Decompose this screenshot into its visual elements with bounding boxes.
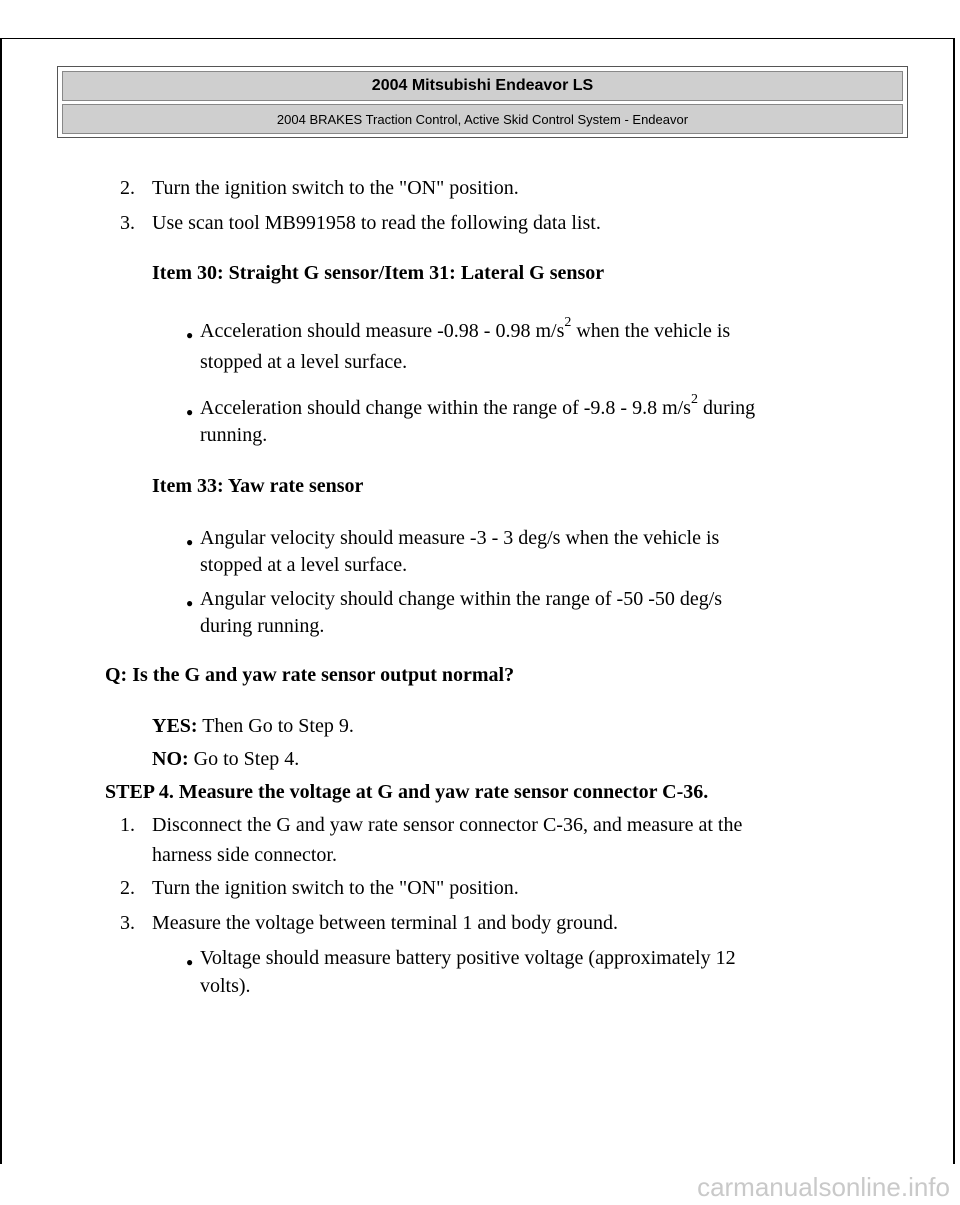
step-text: Use scan tool MB991958 to read the following data list. xyxy=(152,212,601,234)
question: Q: Is the G and yaw rate sensor output normal? xyxy=(105,664,515,686)
no-label: NO: xyxy=(152,748,189,770)
bullet-line-2: stopped at a level surface. xyxy=(200,351,408,373)
step-number: 3. xyxy=(120,912,135,934)
item30-heading: Item 30: Straight G sensor/Item 31: Lateral G sensor xyxy=(152,262,605,284)
step-number: 2. xyxy=(120,877,135,899)
footer-watermark xyxy=(0,1164,960,1205)
step-number: 2. xyxy=(120,177,135,199)
step-text: Measure the voltage between terminal 1 and body ground. xyxy=(152,912,618,934)
step4-substep-1 xyxy=(120,812,743,838)
step-text: Turn the ignition switch to the "ON" position. xyxy=(152,177,519,199)
step-number: 3. xyxy=(120,212,135,234)
bullet-line: Voltage should measure battery positive voltage (approximately 12 xyxy=(200,947,736,969)
bullet-text: Acceleration should change within the range of -9.8 - 9.8 m/s xyxy=(200,397,691,419)
bullet-icon: ● xyxy=(186,955,194,969)
bullet-text: during xyxy=(697,397,756,419)
bullet-text: Acceleration should measure -0.98 - 0.98 m/s xyxy=(200,320,565,342)
footer-text: carmanualsonline.info xyxy=(697,1172,950,1202)
bullet-line-2: stopped at a level surface. xyxy=(200,554,408,576)
step4-substep-2 xyxy=(120,875,519,901)
bullet-line-2: running. xyxy=(200,424,268,446)
bullet-line xyxy=(200,315,731,344)
superscript: 2 xyxy=(564,315,572,331)
step-text: Turn the ignition switch to the "ON" position. xyxy=(152,877,519,899)
step-3 xyxy=(120,210,601,236)
superscript: 2 xyxy=(690,392,698,408)
yes-label: YES: xyxy=(152,715,198,737)
bullet-text: when the vehicle is xyxy=(571,320,731,342)
yes-text: Then Go to Step 9. xyxy=(197,715,354,737)
item33-heading: Item 33: Yaw rate sensor xyxy=(152,475,364,497)
bullet-icon: ● xyxy=(186,596,194,610)
document-subtitle: 2004 BRAKES Traction Control, Active Skid Control System - Endeavor xyxy=(62,104,903,134)
bullet-line-2: during running. xyxy=(200,615,325,637)
bullet-icon: ● xyxy=(186,328,194,342)
answer-yes xyxy=(152,713,354,739)
bullet-line: Angular velocity should measure -3 - 3 deg/s when the vehicle is xyxy=(200,527,720,549)
step4-heading: STEP 4. Measure the voltage at G and yaw rate sensor connector C-36. xyxy=(105,781,709,803)
step-number: 1. xyxy=(120,814,135,836)
bullet-icon: ● xyxy=(186,405,194,419)
bullet-line: Angular velocity should change within the range of -50 -50 deg/s xyxy=(200,588,723,610)
step4-substep-1-line2: harness side connector. xyxy=(152,844,337,866)
answer-no xyxy=(152,746,299,772)
bullet-line xyxy=(200,392,756,421)
bullet-icon: ● xyxy=(186,535,194,549)
step-text: Disconnect the G and yaw rate sensor connector C-36, and measure at the xyxy=(152,814,743,836)
document-header xyxy=(57,66,908,138)
no-text: Go to Step 4. xyxy=(188,748,300,770)
document-title: 2004 Mitsubishi Endeavor LS xyxy=(62,71,903,101)
bullet-line-2: volts). xyxy=(200,975,251,997)
step4-substep-3 xyxy=(120,910,618,936)
step-2 xyxy=(120,175,519,201)
